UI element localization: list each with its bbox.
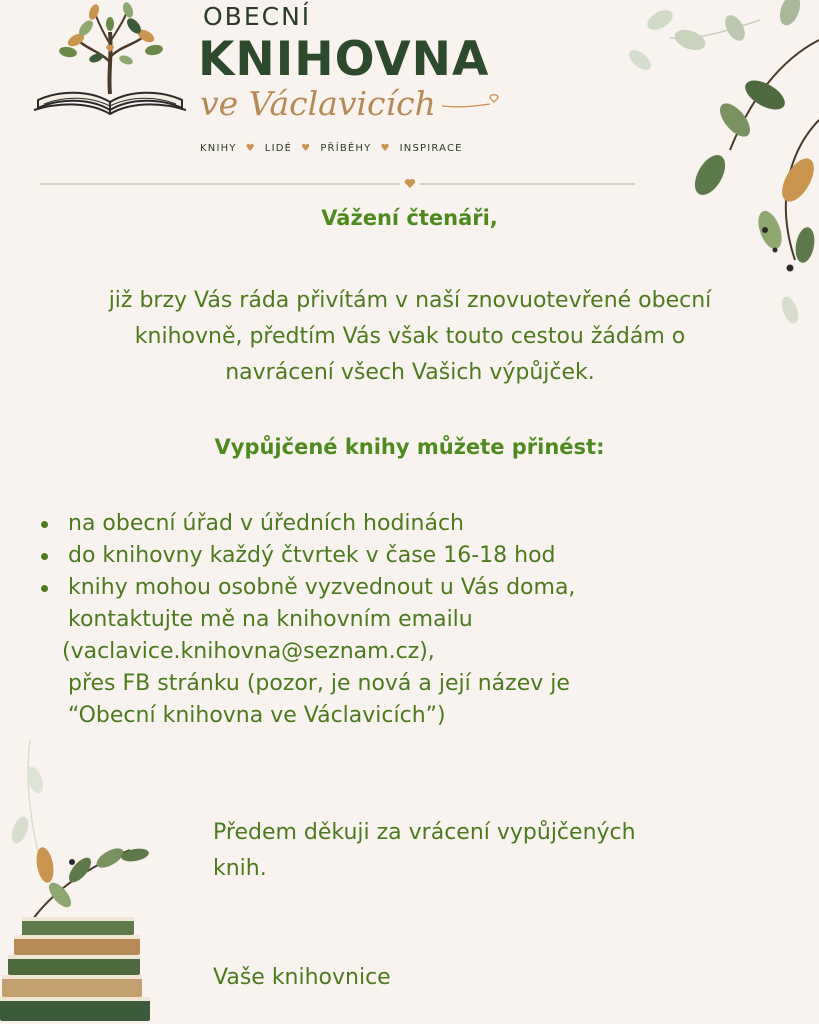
leaf-branch-icon [560, 0, 819, 360]
list-item-text: kontaktujte mě na knihovním emailu [68, 607, 473, 632]
book-stack-icon [0, 905, 160, 1024]
heart-icon: ♥ [301, 143, 312, 154]
logo-title-line1: OBECNÍ [203, 2, 312, 31]
tagline-word: LIDÉ [264, 143, 293, 154]
list-item-text: do knihovny každý čtvrtek v čase 16-18 hod [68, 543, 556, 568]
logo-title-line2: KNIHOVNA [198, 32, 490, 87]
list-item [38, 508, 778, 540]
return-options-list [38, 508, 778, 732]
thanks-line: knih. [213, 856, 267, 881]
heart-divider [40, 176, 635, 192]
tagline-word: INSPIRACE [399, 143, 463, 154]
signature: Vaše knihovnice [213, 965, 391, 990]
list-item-text: na obecní úřad v úředních hodinách [68, 511, 464, 536]
fb-page-name: “Obecní knihovna ve Václavicích”) [68, 703, 446, 728]
book-tree-logo-icon [30, 2, 190, 120]
thanks-line: Předem děkuji za vrácení vypůjčených [213, 820, 636, 845]
list-item-text: knihy mohou osobně vyzvednout u Vás doma, [68, 575, 576, 600]
greeting: Vážení čtenáři, [321, 206, 498, 230]
email-address: (vaclavice.knihovna@seznam.cz), [62, 639, 435, 664]
intro-line: navrácení všech Vašich výpůjček. [225, 360, 595, 385]
return-options-heading: Vypůjčené knihy můžete přinést: [214, 435, 605, 459]
intro-line: již brzy Vás ráda přivítám v naší znovuotevřené obecní [108, 288, 712, 313]
list-item [38, 540, 778, 572]
intro-line: knihovně, předtím Vás však touto cestou žádám o [134, 324, 686, 349]
logo-tagline [200, 143, 520, 154]
heart-icon: ♥ [380, 143, 391, 154]
list-item-text: přes FB stránku (pozor, je nová a její název je [68, 671, 570, 696]
tagline-word: PŘÍBĚHY [320, 143, 372, 154]
tagline-word: KNIHY [200, 143, 237, 154]
heart-icon [442, 90, 504, 118]
thanks-paragraph [213, 815, 773, 887]
logo-title-script: ve Václavicích [200, 84, 436, 123]
list-item [38, 572, 778, 732]
heart-icon: ♥ [245, 143, 256, 154]
